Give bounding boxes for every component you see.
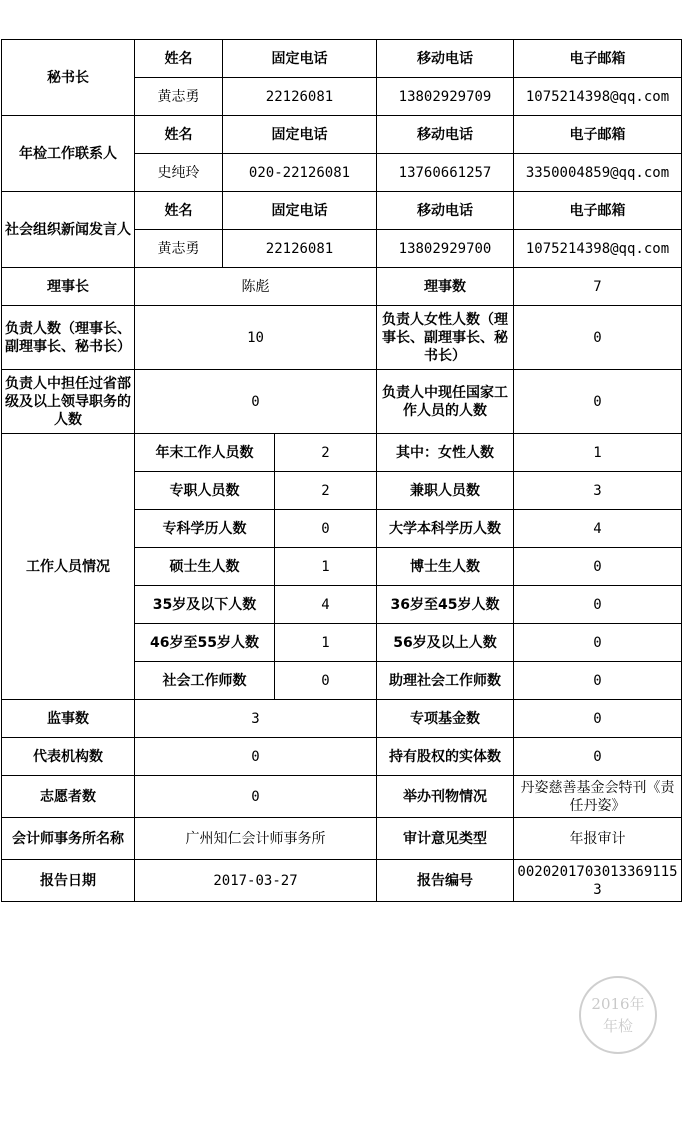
staff-item-value: 0 xyxy=(275,662,377,700)
staff-item-label: 硕士生人数 xyxy=(135,548,275,586)
supervisors-row xyxy=(2,700,682,738)
staff-item-label: 年末工作人员数 xyxy=(135,434,275,472)
leaders-female-value: 0 xyxy=(514,306,682,370)
secretary-header-row xyxy=(2,40,682,78)
col-mobile-header: 移动电话 xyxy=(377,40,514,78)
chairman-row xyxy=(2,268,682,306)
staff-item-value: 2 xyxy=(275,434,377,472)
misc-label: 志愿者数 xyxy=(2,776,135,818)
misc-label: 持有股权的实体数 xyxy=(377,738,514,776)
misc-label: 会计师事务所名称 xyxy=(2,818,135,860)
staff-item-label: 大学本科学历人数 xyxy=(377,510,514,548)
contact-email: 1075214398@qq.com xyxy=(514,230,682,268)
chairman-label: 理事长 xyxy=(2,268,135,306)
staff-item-value: 0 xyxy=(514,624,682,662)
staff-item-label: 兼职人员数 xyxy=(377,472,514,510)
col-email-header: 电子邮箱 xyxy=(514,40,682,78)
misc-value: 0 xyxy=(135,776,377,818)
staff-item-label: 助理社会工作师数 xyxy=(377,662,514,700)
contact-landline: 22126081 xyxy=(223,230,377,268)
role-label: 年检工作联系人 xyxy=(2,116,135,192)
contact-email: 1075214398@qq.com xyxy=(514,78,682,116)
staff-item-label: 博士生人数 xyxy=(377,548,514,586)
staff-item-value: 4 xyxy=(514,510,682,548)
staff-label: 工作人员情况 xyxy=(2,434,135,700)
staff-item-label: 社会工作师数 xyxy=(135,662,275,700)
contact-landline: 22126081 xyxy=(223,78,377,116)
publication-value: 丹姿慈善基金会特刊《责任丹姿》 xyxy=(514,776,682,818)
misc-value: 0 xyxy=(514,700,682,738)
misc-label: 代表机构数 xyxy=(2,738,135,776)
staff-item-label: 专科学历人数 xyxy=(135,510,275,548)
contact-name: 黄志勇 xyxy=(135,230,223,268)
staff-item-value: 4 xyxy=(275,586,377,624)
col-name-header: 姓名 xyxy=(135,116,223,154)
col-email-header: 电子邮箱 xyxy=(514,192,682,230)
contact-mobile: 13760661257 xyxy=(377,154,514,192)
misc-label: 监事数 xyxy=(2,700,135,738)
annual-inspection-stamp xyxy=(579,976,657,1054)
staff-item-value: 0 xyxy=(514,548,682,586)
misc-label: 报告日期 xyxy=(2,860,135,902)
directors-label: 理事数 xyxy=(377,268,514,306)
representatives-row xyxy=(2,738,682,776)
staff-item-label: 36岁至45岁人数 xyxy=(377,586,514,624)
misc-label: 专项基金数 xyxy=(377,700,514,738)
staff-item-label: 35岁及以下人数 xyxy=(135,586,275,624)
misc-label: 报告编号 xyxy=(377,860,514,902)
stamp-label-text: 年检 xyxy=(602,1017,633,1035)
chairman-value: 陈彪 xyxy=(135,268,377,306)
col-name-header: 姓名 xyxy=(135,40,223,78)
report-date-row xyxy=(2,860,682,902)
misc-label: 审计意见类型 xyxy=(377,818,514,860)
inspection-header-row xyxy=(2,116,682,154)
contact-landline: 020-22126081 xyxy=(223,154,377,192)
staff-item-label: 专职人员数 xyxy=(135,472,275,510)
col-landline-header: 固定电话 xyxy=(223,40,377,78)
role-label: 社会组织新闻发言人 xyxy=(2,192,135,268)
report-number-value: 00202017030133691153 xyxy=(514,860,682,902)
staff-item-value: 2 xyxy=(275,472,377,510)
contact-email: 3350004859@qq.com xyxy=(514,154,682,192)
officials-value: 0 xyxy=(135,370,377,434)
staff-item-label: 其中：女性人数 xyxy=(377,434,514,472)
directors-value: 7 xyxy=(514,268,682,306)
spokesperson-header-row xyxy=(2,192,682,230)
col-landline-header: 固定电话 xyxy=(223,192,377,230)
staff-item-value: 0 xyxy=(514,662,682,700)
stamp-year-text: 2016年 xyxy=(591,995,645,1013)
col-name-header: 姓名 xyxy=(135,192,223,230)
volunteers-row xyxy=(2,776,682,818)
col-landline-header: 固定电话 xyxy=(223,116,377,154)
officials-current-value: 0 xyxy=(514,370,682,434)
staff-item-value: 3 xyxy=(514,472,682,510)
misc-value: 年报审计 xyxy=(514,818,682,860)
staff-item-label: 46岁至55岁人数 xyxy=(135,624,275,662)
contact-mobile: 13802929709 xyxy=(377,78,514,116)
staff-item-value: 1 xyxy=(275,548,377,586)
contact-name: 黄志勇 xyxy=(135,78,223,116)
leaders-label: 负责人数（理事长、副理事长、秘书长） xyxy=(2,306,135,370)
misc-value: 广州知仁会计师事务所 xyxy=(135,818,377,860)
officials-current-label: 负责人中现任国家工作人员的人数 xyxy=(377,370,514,434)
report-date-value: 2017-03-27 xyxy=(135,860,377,902)
annual-report-table xyxy=(1,39,682,902)
leaders-value: 10 xyxy=(135,306,377,370)
staff-row xyxy=(2,434,682,472)
staff-item-label: 56岁及以上人数 xyxy=(377,624,514,662)
leaders-female-label: 负责人女性人数（理事长、副理事长、秘书长） xyxy=(377,306,514,370)
staff-item-value: 0 xyxy=(514,586,682,624)
misc-value: 0 xyxy=(135,738,377,776)
officials-label: 负责人中担任过省部级及以上领导职务的人数 xyxy=(2,370,135,434)
misc-value: 3 xyxy=(135,700,377,738)
accounting-firm-row xyxy=(2,818,682,860)
col-mobile-header: 移动电话 xyxy=(377,192,514,230)
misc-label: 举办刊物情况 xyxy=(377,776,514,818)
contact-mobile: 13802929700 xyxy=(377,230,514,268)
officials-row xyxy=(2,370,682,434)
col-mobile-header: 移动电话 xyxy=(377,116,514,154)
role-label: 秘书长 xyxy=(2,40,135,116)
col-email-header: 电子邮箱 xyxy=(514,116,682,154)
staff-item-value: 1 xyxy=(275,624,377,662)
misc-value: 0 xyxy=(514,738,682,776)
leaders-row xyxy=(2,306,682,370)
staff-item-value: 0 xyxy=(275,510,377,548)
contact-name: 史纯玲 xyxy=(135,154,223,192)
staff-item-value: 1 xyxy=(514,434,682,472)
